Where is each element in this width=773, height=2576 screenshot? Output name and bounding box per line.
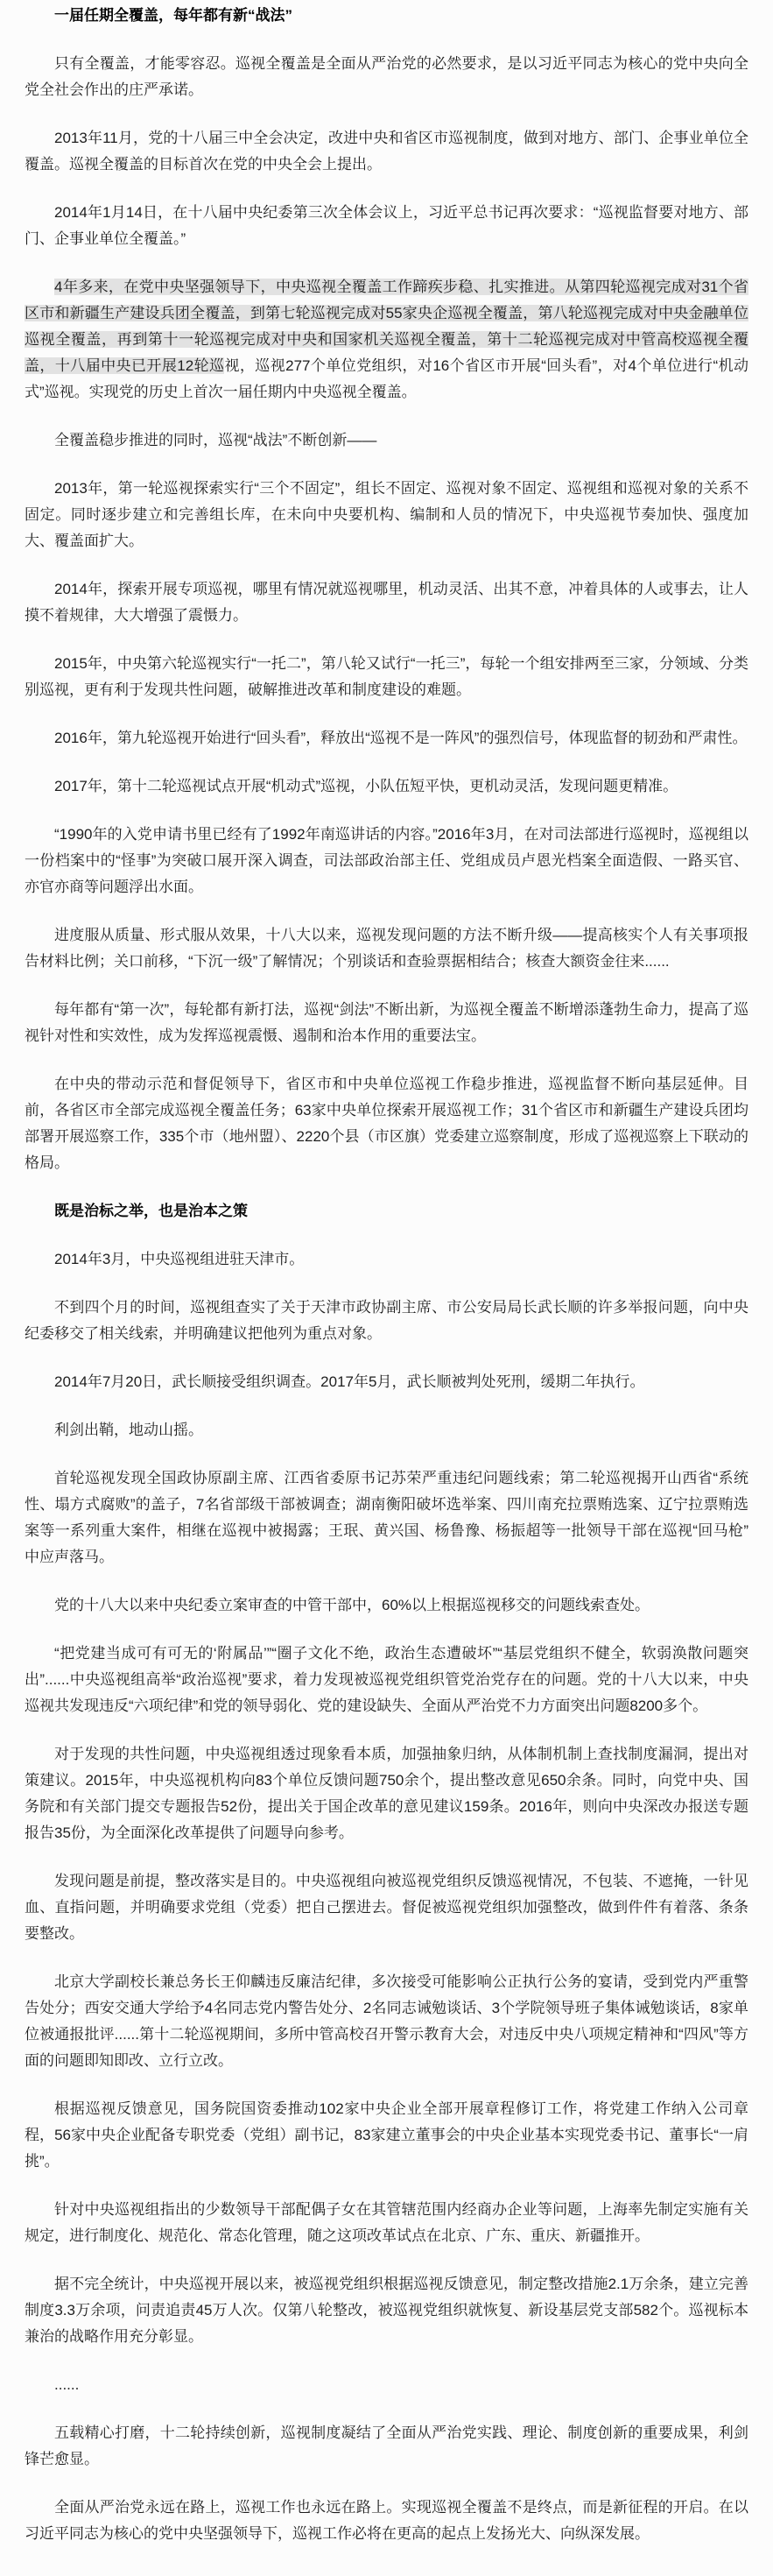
- paragraph: 2014年3月，中央巡视组进驻天津市。: [54, 1251, 305, 1267]
- paragraph-text: 视，巡视277个单位党组织，对16个省区市开展“回头看”，对4个单位进行“机动式”巡视。实现党的历史上首次一届任期内中央巡视全覆盖。: [25, 357, 748, 400]
- paragraph: 2014年1月14日，在十八届中央纪委第三次全体会议上，习近平总书记再次要求：“巡视监督要对地方、部门、企事业单位全覆盖。”: [25, 204, 748, 247]
- paragraph: 每年都有“第一次”，每轮都有新打法，巡视“剑法”不断出新，为巡视全覆盖不断增添蓬勃生命力，提高了巡视针对性和实效性，成为发挥巡视震慑、遏制和治本作用的重要法宝。: [25, 1001, 748, 1044]
- paragraph: 针对中央巡视组指出的少数领导干部配偶子女在其管辖范围内经商办企业等问题，上海率先制定实施有关规定，进行制度化、规范化、常态化管理，随之这项改革试点在北京、广东、重庆、新疆推开。: [25, 2201, 748, 2244]
- paragraph: “把党建当成可有可无的‘附属品’”“圈子文化不绝，政治生态遭破坏”“基层党组织不健全，软弱涣散问题突出”......中央巡视组高举“政治巡视”要求，着力发现被巡视党组织管党治党存在的问题。党的十八大以来，中央巡视共发现违反“六项纪律”和党的领导弱化、党的建设缺失、全面从严治党不力方面突出问题8200多个。: [25, 1645, 748, 1714]
- paragraph: 首轮巡视发现全国政协原副主席、江西省委原书记苏荣严重违纪问题线索；第二轮巡视揭开山西省“系统性、塌方式腐败”的盖子，7名省部级干部被调查；湖南衡阳破坏选举案、四川南充拉票贿选案、辽宁拉票贿选案等一系列重大案件，相继在巡视中被揭露；王珉、黄兴国、杨鲁豫、杨振超等一批领导干部在巡视“回马枪”中应声落马。: [25, 1470, 748, 1565]
- paragraph: 2013年11月，党的十八届三中全会决定，改进中央和省区市巡视制度，做到对地方、部门、企事业单位全覆盖。巡视全覆盖的目标首次在党的中央全会上提出。: [25, 130, 748, 173]
- section-heading: 既是治标之举，也是治本之策: [54, 1203, 248, 1219]
- paragraph: 2015年，中央第六轮巡视实行“一托二”，第八轮又试行“一托三”，每轮一个组安排两至三家，分领域、分类别巡视，更有利于发现共性问题，破解推进改革和制度建设的难题。: [25, 655, 748, 698]
- paragraph: 2013年，第一轮巡视探索实行“三个不固定”，组长不固定、巡视对象不固定、巡视组和巡视对象的关系不固定。同时逐步建立和完善组长库，在未向中央要机构、编制和人员的情况下，中央巡视节奏加快、强度加大、覆盖面扩大。: [25, 480, 748, 549]
- paragraph: 党的十八大以来中央纪委立案审查的中管干部中，60%以上根据巡视移交的问题线索查处。: [54, 1597, 650, 1613]
- paragraph-ellipsis: ......: [54, 2376, 80, 2393]
- paragraph: 发现问题是前提，整改落实是目的。中央巡视组向被巡视党组织反馈巡视情况，不包装、不遮掩，一针见血、直指问题，并明确要求党组（党委）把自己摆进去。督促被巡视党组织加强整改，做到件件有着落、条条要整改。: [25, 1873, 748, 1942]
- paragraph: 2014年7月20日，武长顺接受组织调查。2017年5月，武长顺被判处死刑，缓期二年执行。: [54, 1373, 645, 1390]
- paragraph: 据不完全统计，中央巡视开展以来，被巡视党组织根据巡视反馈意见，制定整改措施2.1万余条，建立完善制度3.3万余项，问责追责45万人次。仅第八轮整改，被巡视党组织就恢复、新设基层党支部582个。巡视标本兼治的战略作用充分彰显。: [25, 2276, 748, 2345]
- article-title: 一届任期全覆盖，每年都有新“战法”: [54, 7, 292, 24]
- paragraph-with-highlight: [25, 274, 748, 406]
- highlighted-text: 4年多来，在党中央坚强领导下，中央巡视全覆盖工作蹄疾步稳、扎实推进。从第四轮巡视完成对31个省区市和新疆生产建设兵团全覆盖，到第七轮巡视完成对55家央企巡视全覆盖，第八轮巡视完成对中央金融单位巡视全覆盖，再到第十一轮巡视完成对中央和国家机关巡视全覆盖，第十二轮巡视完成对中管高校巡视全覆盖，十八届中央已开展12轮巡: [25, 279, 748, 374]
- paragraph: 根据巡视反馈意见，国务院国资委推动102家中央企业全部开展章程修订工作，将党建工作纳入公司章程，56家中央企业配备专职党委（党组）副书记，83家建立董事会的中央企业基本实现党委书记、董事长“一肩挑”。: [25, 2100, 748, 2170]
- paragraph: 北京大学副校长兼总务长王仰麟违反廉洁纪律，多次接受可能影响公正执行公务的宴请，受到党内严重警告处分；西安交通大学给予4名同志党内警告处分、2名同志诫勉谈话、3个学院领导班子集体诫勉谈话，8家单位被通报批评......第十二轮巡视期间，多所中管高校召开警示教育大会，对违反中央八项规定精神和“四风”等方面的问题即知即改、立行立改。: [25, 1973, 748, 2069]
- paragraph: 全覆盖稳步推进的同时，巡视“战法”不断创新——: [54, 432, 377, 448]
- paragraph: 进度服从质量、形式服从效果，十八大以来，巡视发现问题的方法不断升级——提高核实个人有关事项报告材料比例；关口前移，“下沉一级”了解情况；个别谈话和查验票据相结合；核查大额资金往来......: [25, 927, 748, 970]
- paragraph: 不到四个月的时间，巡视组查实了关于天津市政协副主席、市公安局局长武长顺的许多举报问题，向中央纪委移交了相关线索，并明确建议把他列为重点对象。: [25, 1299, 748, 1342]
- paragraph: 利剑出鞘，地动山摇。: [54, 1422, 203, 1438]
- paragraph: 2014年，探索开展专项巡视，哪里有情况就巡视哪里，机动灵活、出其不意，冲着具体的人或事去，让人摸不着规律，大大增强了震慑力。: [25, 581, 748, 624]
- paragraph: 五载精心打磨，十二轮持续创新，巡视制度凝结了全面从严治党实践、理论、制度创新的重要成果，利剑锋芒愈显。: [25, 2424, 748, 2467]
- paragraph: 在中央的带动示范和督促领导下，省区市和中央单位巡视工作稳步推进，巡视监督不断向基层延伸。目前，各省区市全部完成巡视全覆盖任务；63家中央单位探索开展巡视工作；31个省区市和新疆生产建设兵团均部署开展巡察工作，335个市（地州盟）、2220个县（市区旗）党委建立巡察制度，形成了巡视巡察上下联动的格局。: [25, 1076, 748, 1171]
- paragraph: 全面从严治党永远在路上，巡视工作也永远在路上。实现巡视全覆盖不是终点，而是新征程的开启。在以习近平同志为核心的党中央坚强领导下，巡视工作必将在更高的起点上发扬光大、向纵深发展。: [25, 2499, 748, 2542]
- paragraph: 只有全覆盖，才能零容忍。巡视全覆盖是全面从严治党的必然要求，是以习近平同志为核心的党中央向全党全社会作出的庄严承诺。: [25, 55, 748, 98]
- paragraph: 2016年，第九轮巡视开始进行“回头看”，释放出“巡视不是一阵风”的强烈信号，体现监督的韧劲和严肃性。: [54, 730, 748, 746]
- paragraph: 2017年，第十二轮巡视试点开展“机动式”巡视，小队伍短平快，更机动灵活，发现问题更精准。: [54, 778, 678, 794]
- paragraph: 对于发现的共性问题，中央巡视组透过现象看本质，加强抽象归纳，从体制机制上查找制度漏洞，提出对策建议。2015年，中央巡视机构向83个单位反馈问题750余个，提出整改意见650余条。同时，向党中央、国务院和有关部门提交专题报告52份，提出关于国企改革的意见建议159条。2016年，则向中央深改办报送专题报告35份，为全面深化改革提供了问题导向参考。: [25, 1746, 748, 1841]
- paragraph: “1990年的入党申请书里已经有了1992年南巡讲话的内容。”2016年3月，在对司法部进行巡视时，巡视组以一份档案中的“怪事”为突破口展开深入调查，司法部政治部主任、党组成员卢恩光档案全面造假、一路买官、亦官亦商等问题浮出水面。: [25, 826, 748, 895]
